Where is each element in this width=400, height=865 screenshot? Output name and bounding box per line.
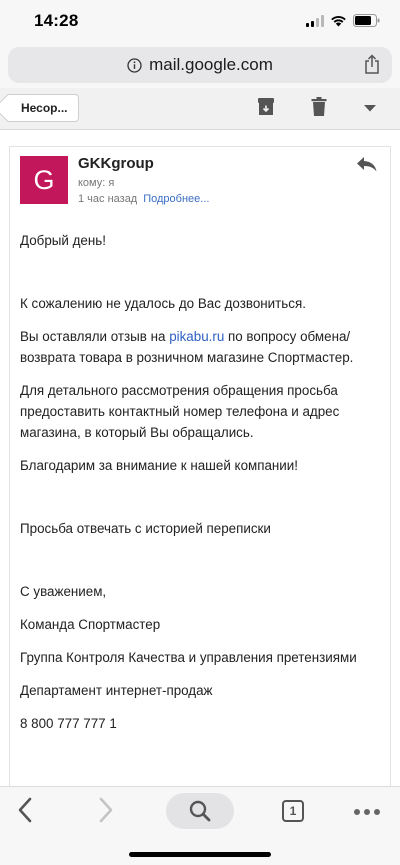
details-link[interactable]: Подробнее... xyxy=(143,193,210,205)
greeting: Добрый день! xyxy=(20,233,106,248)
forward-arrow-icon[interactable] xyxy=(98,797,114,823)
signature-line: Департамент интернет-продаж xyxy=(20,683,213,698)
status-icons xyxy=(306,14,380,27)
signature-line: Команда Спортмастер xyxy=(20,617,161,632)
back-button-label: Несор... xyxy=(21,101,68,115)
more-dot-icon xyxy=(374,809,380,815)
search-icon xyxy=(189,800,211,822)
browser-address-area xyxy=(0,42,400,88)
body-paragraph: Вы оставляли отзыв на pikabu.ru по вопросу обмена/возврата товара в розничном магазине Спортмастер. xyxy=(20,329,354,365)
home-indicator xyxy=(129,852,271,857)
status-time: 14:28 xyxy=(34,11,79,30)
signature-line: С уважением, xyxy=(20,584,107,599)
mail-toolbar xyxy=(0,88,400,130)
body-paragraph: Для детального рассмотрения обращения просьба предоставить контактный номер телефона и адрес магазина, в который Вы обращались. xyxy=(20,383,340,440)
url-text: mail.google.com xyxy=(149,55,273,74)
reply-icon[interactable] xyxy=(356,156,378,172)
tab-count: 1 xyxy=(289,804,297,818)
sender-name: GKKgroup xyxy=(78,155,154,172)
more-dot-icon xyxy=(364,809,370,815)
recipient-line: кому: я xyxy=(78,177,115,189)
message-meta xyxy=(78,193,209,205)
address-bar[interactable] xyxy=(8,47,392,83)
cellular-signal-icon xyxy=(306,15,324,27)
more-actions-dropdown-icon[interactable] xyxy=(364,105,376,112)
body-paragraph: Благодарим за внимание к нашей компании! xyxy=(20,458,298,473)
delete-icon[interactable] xyxy=(311,97,327,117)
body-paragraph: Просьба отвечать с историей переписки xyxy=(20,521,271,536)
more-menu-button[interactable] xyxy=(354,809,380,815)
message-body xyxy=(20,230,385,746)
share-icon[interactable] xyxy=(364,54,380,75)
battery-icon xyxy=(353,14,380,27)
wifi-icon xyxy=(330,15,347,27)
search-button[interactable] xyxy=(166,793,234,829)
message-card xyxy=(9,146,391,786)
body-paragraph: К сожалению не удалось до Вас дозвониться. xyxy=(20,296,306,311)
sender-avatar: G xyxy=(20,156,68,204)
message-time: 1 час назад xyxy=(78,193,138,205)
info-icon[interactable] xyxy=(127,58,142,73)
more-dot-icon xyxy=(354,809,360,815)
archive-icon[interactable] xyxy=(257,97,275,117)
tabs-button[interactable] xyxy=(282,800,304,822)
status-bar xyxy=(0,0,400,42)
back-arrow-icon[interactable] xyxy=(17,797,33,823)
pikabu-link[interactable]: pikabu.ru xyxy=(169,329,225,344)
phone-number: 8 800 777 777 1 xyxy=(20,716,117,731)
signature-line: Группа Контроля Качества и управления претензиями xyxy=(20,650,357,665)
back-to-folder-button[interactable] xyxy=(7,94,79,122)
